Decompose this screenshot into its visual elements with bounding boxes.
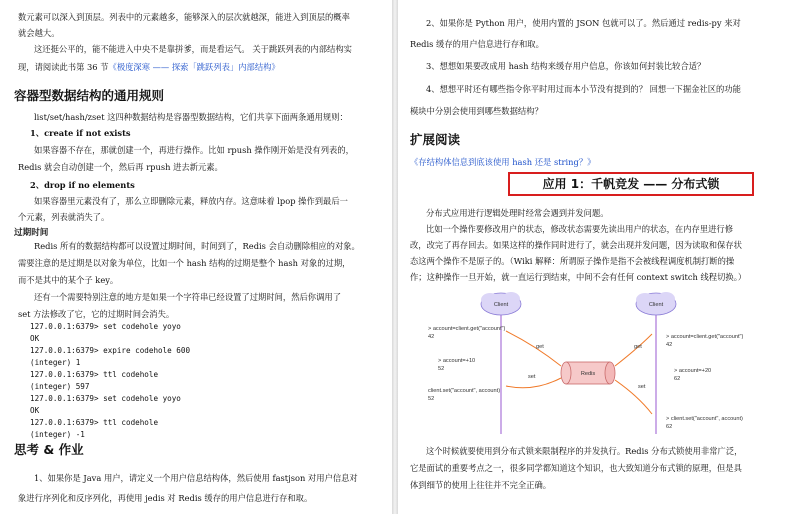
expire-line-3: 而不是其中的某个子 key。 [18, 275, 119, 285]
intro-line-4 [18, 62, 382, 72]
para2-line-3: 体到细节的使用上往往并不完全正确。 [410, 480, 552, 490]
right-set-text: set [638, 384, 646, 390]
para2-line-2: 它是面试的重要考点之一，很多同学都知道这个知识，也大致知道分布式锁的原理，但是具 [410, 463, 742, 473]
left-get-arrow [506, 331, 561, 366]
code-line-7: 127.0.0.1:6379> set codehole yoyo [30, 394, 181, 403]
right-client-cloud [636, 292, 676, 315]
right-set-val: 62 [674, 376, 681, 382]
para1-line-2: 比如一个操作要修改用户的状态，修改状态需要先读出用户的状态，在内存里进行修 [426, 224, 733, 234]
extended-reading-link[interactable]: 《存结构体信息到底该使用 hash 还是 string？》 [410, 157, 596, 167]
right-client-label: Client [648, 302, 664, 308]
extended-reading-heading: 扩展阅读 [410, 132, 461, 147]
para1-line-4: 态这两个操作不是原子的。（Wiki 解释：所谓原子操作是指不会被线程调度机制打断的操 [410, 256, 735, 266]
redis-cylinder [561, 362, 615, 384]
right-save-cmd: > client.set("account", account) [666, 416, 743, 422]
expire-line-2: 需要注意的是过期是以对象为单位，比如一个 hash 结构的过期是整个 hash 对象的过期， [18, 258, 351, 268]
q4-line-1: 4、想想平时还有哪些指令你平时用过而本小节没有提到的？ 回想一下掘金社区的功能 [426, 84, 741, 94]
code-line-10: (integer) -1 [30, 430, 85, 439]
right-get-text: get [634, 344, 642, 350]
expire-line-1: Redis 所有的数据结构都可以设置过期时间，时间到了，Redis 会自动删除相应的对象。 [34, 241, 360, 251]
q1-line-1: 1、如果你是 Java 用户，请定义一个用户信息结构体，然后使用 fastjson 对用户信息对 [34, 473, 358, 483]
para1-line-5: 作；这种操作一旦开始，就一直运行到结束，中间不会有任何 context switch 线程切换。） [410, 272, 747, 282]
left-client-label: Client [493, 302, 509, 308]
intro-line-3: 这还挺公平的，能不能进入中央不是靠拼爹，而是看运气。 关于跳跃列表的内部结构实 [34, 44, 352, 54]
right-get-arrow [615, 334, 652, 366]
left-save-val: 52 [428, 396, 435, 402]
q2-line-2: Redis 缓存的用户信息进行存和取。 [410, 39, 544, 49]
code-line-8: OK [30, 406, 40, 415]
rules-intro: list/set/hash/zset 这四种数据结构是容器型数据结构，它们共享下面两条通用规则： [34, 112, 348, 122]
code-line-4: (integer) 1 [30, 358, 81, 367]
intro-line-2: 就会越大。 [18, 28, 60, 38]
intro-line-4-text: 现，请阅读此书第 36 节 [18, 62, 109, 72]
code-line-1: 127.0.0.1:6379> set codehole yoyo [30, 322, 181, 331]
right-page [398, 0, 790, 514]
expire-heading: 过期时间 [14, 228, 49, 238]
code-line-2: OK [30, 334, 40, 343]
q3-line: 3、想想如果要改成用 hash 结构来缓存用户信息，你该如何封装比较合适？ [426, 61, 706, 71]
redis-label: Redis [580, 371, 596, 377]
left-get-val: 42 [428, 334, 435, 340]
concurrency-diagram [416, 286, 786, 436]
left-client-cloud [481, 292, 521, 315]
rule2-line-2: 个元素，列表就消失了。 [18, 212, 110, 222]
para1-line-3: 改，改完了再存回去。如果这样的操作同时进行了，就会出现并发问题，因为读取和保存状 [410, 240, 742, 250]
code-line-9: 127.0.0.1:6379> ttl codehole [30, 418, 159, 427]
code-line-6: (integer) 597 [30, 382, 90, 391]
q4-line-2: 模块中分别会使用到哪些数据结构？ [410, 106, 543, 116]
section-heading-container-rules: 容器型数据结构的通用规则 [14, 88, 165, 103]
left-save-cmd: client.set("account", account) [428, 388, 501, 394]
q2-line-1: 2、如果你是 Python 用户，使用内置的 JSON 包就可以了。然后通过 redis-py 来对 [426, 18, 741, 28]
q1-line-2: 象进行序列化和反序列化，再使用 jedis 对 Redis 缓存的用户信息进行存和取。 [18, 493, 313, 503]
left-set-text: set [528, 374, 536, 380]
right-save-val: 62 [666, 424, 673, 430]
right-get-val: 42 [666, 342, 673, 348]
expire-line-4: 还有一个需要特别注意的地方是如果一个字符串已经设置了过期时间，然后你调用了 [34, 292, 341, 302]
left-get-text: get [536, 344, 544, 350]
left-page [0, 0, 392, 514]
right-set-arrow [615, 380, 652, 414]
left-get-cmd: > account=client.get("account") [428, 326, 506, 332]
code-line-5: 127.0.0.1:6379> ttl codehole [30, 370, 159, 379]
expire-line-5: set 方法修改了它，它的过期时间会消失。 [18, 309, 175, 319]
para2-line-1: 这个时候就要使用到分布式锁来限制程序的并发执行。Redis 分布式锁使用非常广泛， [426, 446, 743, 456]
rule2-title: 2、drop if no elements [30, 180, 135, 190]
para1-line-1: 分布式应用进行逻辑处理时经常会遇到并发问题。 [426, 208, 609, 218]
right-get-cmd: > account=client.get("account") [666, 334, 744, 340]
left-set-cmd: > account=+10 [438, 358, 476, 364]
rule2-line-1: 如果容器里元素没有了，那么立即删除元素，释放内存。这意味着 lpop 操作到最后一 [34, 196, 348, 206]
right-set-cmd: > account=+20 [674, 368, 712, 374]
left-set-val: 52 [438, 366, 445, 372]
code-line-3: 127.0.0.1:6379> expire codehole 600 [30, 346, 191, 355]
application-title-box: 应用 1：千帆竞发 —— 分布式锁 [508, 172, 754, 196]
skiplist-link[interactable]: 《极度深寒 —— 探索「跳跃列表」内部结构》 [108, 62, 280, 72]
rule1-title: 1、create if not exists [30, 128, 131, 138]
rule1-line-1: 如果容器不存在，那就创建一个，再进行操作。比如 rpush 操作刚开始是没有列表的， [34, 145, 354, 155]
intro-line-1: 数元素可以深入到顶层。列表中的元素越多，能够深入的层次就越深，能进入到顶层的概率 [18, 12, 350, 22]
rule1-line-2: Redis 就会自动创建一个，然后再 rpush 进去新元素。 [18, 162, 223, 172]
think-heading: 思考 & 作业 [14, 442, 84, 457]
